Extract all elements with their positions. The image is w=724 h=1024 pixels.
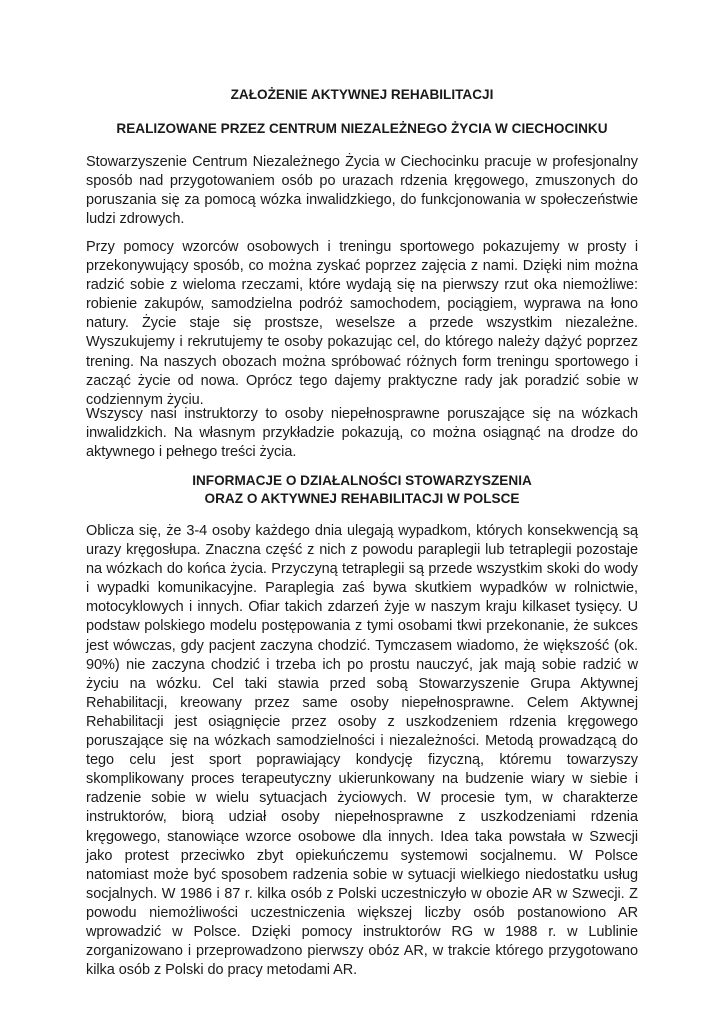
- section-heading-line1: INFORMACJE O DZIAŁALNOŚCI STOWARZYSZENIA: [192, 473, 532, 488]
- section-paragraph: Oblicza się, że 3-4 osoby każdego dnia ulegają wypadkom, których konsekwencją są urazy kręgosłupa. Znaczna część z nich z powodu paraplegii lub tetraplegii pozostaje na wózkach do końca życia. Przyczyną tetraplegii są przede wszystkim skoki do wody i wypadki komunikacyjne. Paraplegia zaś bywa skutkiem wypadków w rolnictwie, motocyklowych i innych. Ofiar takich zdarzeń żyje w naszym kraju kilkaset tysięcy. U podstaw polskiego modelu postępowania z tymi osobami tkwi przekonanie, że sukces jest wówczas, gdy pacjent zaczyna chodzić. Tymczasem wiadomo, że większość (ok. 90%) nie zaczyna chodzić i trzeba ich po prostu nauczyć, jak mają sobie radzić w życiu na wózku. Cel taki stawia przed sobą Stowarzyszenie Grupa Aktywnej Rehabilitacji, kreowany przez same osoby niepełnosprawne. Celem Aktywnej Rehabilitacji jest osiągnięcie przez osoby z uszkodzeniem rdzenia kręgowego poruszające się na wózkach samodzielności i niezależności. Metodą prowadzącą do tego celu jest sport poprawiający kondycję fizyczną, któremu towarzyszy skomplikowany proces terapeutyczny ukierunkowany na budzenie wiary w siebie i radzenie sobie w wielu sytuacjach życiowych. W procesie tym, w charakterze instruktorów, biorą udział osoby niepełnosprawne z uszkodzeniami rdzenia kręgowego, stanowiące wzorce osobowe dla innych. Idea taka powstała w Szwecji jako protest przeciwko zbyt opiekuńczemu systemowi socjalnemu. W Polsce natomiast może być sposobem radzenia sobie w sytuacji wielkiego niedostatku usług socjalnych. W 1986 i 87 r. kilka osób z Polski uczestniczyło w obozie AR w Szwecji. Z powodu niemożliwości uczestniczenia większej liczby osób postanowiono AR wprowadzić w Polsce. Dzięki pomocy instruktorów RG w 1988 r. w Lublinie zorganizowano i przeprowadzono pierwszy obóz AR, w trakcie którego przygotowano kilka osób z Polski do pracy metodami AR.: [86, 523, 638, 979]
- intro-paragraph: Stowarzyszenie Centrum Niezależnego Życia w Ciechocinku pracuje w profesjonalny sposób nad przygotowaniem osób po urazach rdzenia kręgowego, zmuszonych do poruszania się za pomocą wózka inwalidzkiego, do funkcjonowania w społeczeństwie ludzi zdrowych.: [86, 154, 638, 228]
- methods-paragraph: Przy pomocy wzorców osobowych i treningu sportowego pokazujemy w prosty i przekonywujący sposób, co można zyskać poprzez zajęcia z nami. Dzięki nim można radzić sobie z wieloma rzeczami, które wydają się na pierwszy rzut oka niemożliwe: robienie zakupów, samodzielna podróż samochodem, pociągiem, wyprawa na łono natury. Życie staje się prostsze, weselsze a przede wszystkim niezależne. Wyszukujemy i rekrutujemy te osoby pokazując cel, do którego należy dążyć poprzez trening. Na naszych obozach można spróbować różnych form treningu sportowego i zacząć życie od nowa. Oprócz tego dajemy praktyczne rady jak poradzić sobie w codziennym życiu.: [86, 239, 638, 408]
- section-heading-line2: ORAZ O AKTYWNEJ REHABILITACJI W POLSCE: [204, 491, 520, 506]
- instructors-paragraph: Wszyscy nasi instruktorzy to osoby niepełnosprawne poruszające się na wózkach inwalidzkich. Na własnym przykładzie pokazują, co można osiągnąć na drodze do aktywnego i pełnego treści życia.: [86, 406, 638, 461]
- document-subtitle: REALIZOWANE PRZEZ CENTRUM NIEZALEŻNEGO ŻYCIA W CIECHOCINKU: [116, 121, 608, 136]
- document-title: ZAŁOŻENIE AKTYWNEJ REHABILITACJI: [230, 87, 494, 102]
